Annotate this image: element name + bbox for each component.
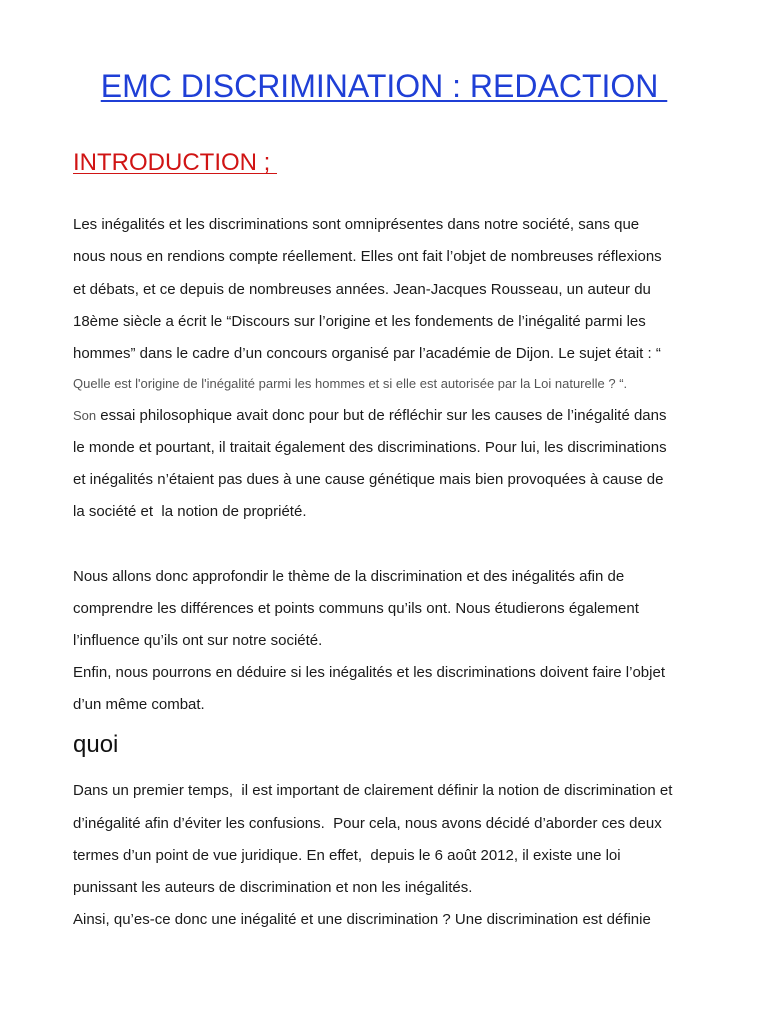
paragraph-line: Les inégalités et les discriminations sont omniprésentes dans notre société, sans que (73, 216, 640, 233)
paragraph-line: d’un même combat. (73, 696, 205, 713)
paragraph-line: la société et la notion de propriété. (73, 503, 307, 520)
paragraph-line: Enfin, nous pourrons en déduire si les inégalités et les discriminations doivent faire l’objet (73, 664, 665, 681)
paragraph-line (73, 406, 667, 426)
paragraph-line: et inégalités n’étaient pas dues à une cause génétique mais bien provoquées à cause de (73, 471, 664, 488)
paragraph-line: punissant les auteurs de discrimination et non les inégalités. (73, 879, 473, 896)
quoted-subject-line: Quelle est l'origine de l'inégalité parmi les hommes et si elle est autorisée par la Loi naturelle ? “. (73, 376, 628, 391)
paragraph-line: hommes” dans le cadre d’un concours organisé par l’académie de Dijon. Le sujet était : “ (73, 345, 661, 362)
paragraph-line: comprendre les différences et points communs qu’ils ont. Nous étudierons également (73, 600, 639, 617)
paragraph-line: et débats, et ce depuis de nombreuses années. Jean-Jacques Rousseau, un auteur du (73, 281, 651, 298)
paragraph-line: Dans un premier temps, il est important de clairement définir la notion de discrimination et (73, 782, 673, 799)
paragraph-line: termes d’un point de vue juridique. En effet, depuis le 6 août 2012, il existe une loi (73, 847, 621, 864)
paragraph-line: l’influence qu’ils ont sur notre société. (73, 632, 323, 649)
document-title: EMC DISCRIMINATION : REDACTION (100, 68, 668, 104)
section-heading: quoi (73, 731, 119, 758)
introduction-heading: INTRODUCTION ; (73, 149, 277, 176)
paragraph-line: nous nous en rendions compte réellement. Elles ont fait l’objet de nombreuses réflexions (73, 248, 662, 265)
paragraph-line: le monde et pourtant, il traitait également des discriminations. Pour lui, les discriminations (73, 439, 667, 456)
paragraph-line-rest: essai philosophique avait donc pour but de réfléchir sur les causes de l’inégalité dans (96, 407, 667, 424)
paragraph-line: Ainsi, qu’es-ce donc une inégalité et une discrimination ? Une discrimination est définie (73, 911, 651, 928)
paragraph-line: 18ème siècle a écrit le “Discours sur l’origine et les fondements de l’inégalité parmi les (73, 313, 646, 330)
paragraph-line: Nous allons donc approfondir le thème de la discrimination et des inégalités afin de (73, 568, 625, 585)
son-word: Son (73, 408, 97, 423)
paragraph-line: d’inégalité afin d’éviter les confusions. Pour cela, nous avons décidé d’aborder ces deux (73, 815, 662, 832)
